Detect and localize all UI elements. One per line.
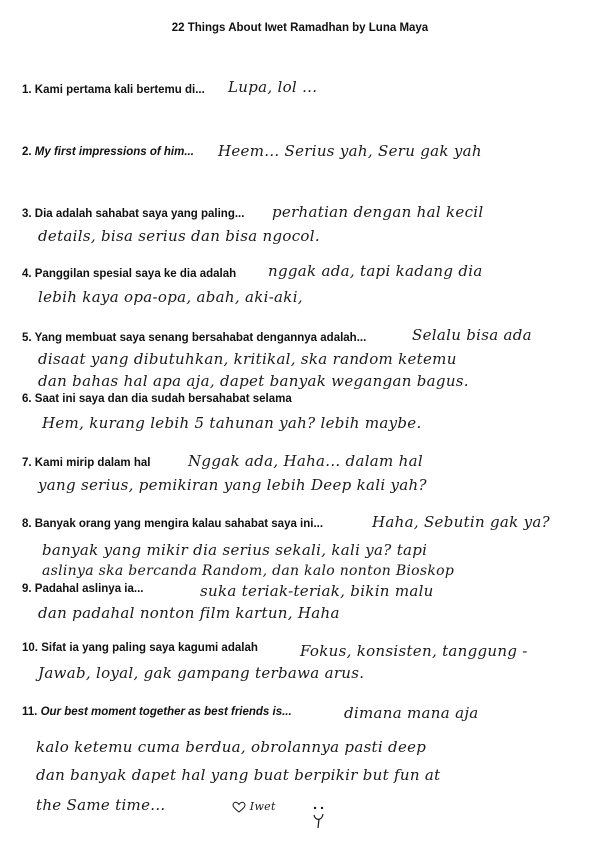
answer-6-line-1: Hem, kurang lebih 5 tahunan yah? lebih maybe. [42, 414, 422, 432]
question-3 [22, 208, 244, 220]
answer-9-line-1: suka teriak-teriak, bikin malu [200, 582, 434, 600]
question-number: 4. [22, 268, 32, 280]
question-number: 8. [22, 518, 32, 530]
question-number: 6. [22, 393, 32, 405]
question-number: 1. [22, 84, 32, 96]
question-number: 3. [22, 208, 32, 220]
answer-5-line-2: disaat yang dibutuhkan, kritikal, ska random ketemu [38, 350, 457, 368]
question-text: Padahal aslinya ia... [34, 583, 144, 595]
answer-11-line-1: dimana mana aja [344, 704, 479, 722]
question-text: Our best moment together as best friends is... [40, 706, 292, 718]
answer-9-line-2: dan padahal nonton film kartun, Haha [38, 604, 340, 622]
answer-8-line-2: banyak yang mikir dia serius sekali, kali ya? tapi [42, 541, 428, 559]
answer-7-line-1: Nggak ada, Haha... dalam hal [188, 452, 423, 470]
signature-name: Iwet [249, 800, 276, 813]
answer-3-line-2: details, bisa serius dan bisa ngocol. [38, 227, 320, 245]
smiley-doodle [310, 804, 328, 830]
question-number: 5. [22, 332, 32, 344]
question-9 [22, 583, 143, 595]
heart-icon [232, 801, 246, 813]
page-title: 22 Things About Iwet Ramadhan by Luna Maya [171, 22, 429, 34]
question-text: Saat ini saya dan dia sudah bersahabat selama [34, 393, 292, 405]
question-number: 10. [22, 642, 38, 654]
question-text: Yang membuat saya senang bersahabat dengannya adalah... [34, 332, 367, 344]
question-4 [22, 268, 236, 280]
question-text: My first impressions of him... [34, 146, 194, 158]
answer-1-line-1: Lupa, lol ... [228, 78, 318, 96]
answer-5-line-1: Selalu bisa ada [412, 326, 532, 344]
question-text: Dia adalah sahabat saya yang paling... [34, 208, 245, 220]
answer-8-line-3: aslinya ska bercanda Random, dan kalo nonton Bioskop [42, 563, 455, 579]
answer-10-line-2: Jawab, loyal, gak gampang terbawa arus. [38, 664, 365, 682]
answer-5-line-3: dan bahas hal apa aja, dapet banyak wegangan bagus. [38, 372, 469, 390]
question-number: 11. [22, 706, 38, 718]
question-number: 9. [22, 583, 32, 595]
answer-3-line-1: perhatian dengan hal kecil [272, 203, 484, 221]
question-1 [22, 84, 205, 96]
question-text: Banyak orang yang mengira kalau sahabat saya ini... [34, 518, 324, 530]
question-number: 7. [22, 457, 32, 469]
answer-11-line-4: the Same time... [36, 796, 166, 814]
question-11 [22, 706, 292, 718]
answer-4-line-1: nggak ada, tapi kadang dia [268, 262, 483, 280]
answer-8-line-1: Haha, Sebutin gak ya? [372, 513, 550, 531]
answer-2-line-1: Heem... Serius yah, Seru gak yah [218, 142, 482, 160]
question-7 [22, 457, 150, 469]
answer-11-line-3: dan banyak dapet hal yang buat berpikir but fun at [36, 766, 441, 784]
signature [232, 800, 276, 813]
question-5 [22, 332, 366, 344]
answer-11-line-2: kalo ketemu cuma berdua, obrolannya pasti deep [36, 738, 427, 756]
question-text: Kami pertama kali bertemu di... [34, 84, 205, 96]
answer-7-line-2: yang serius, pemikiran yang lebih Deep kali yah? [38, 476, 427, 494]
answer-4-line-2: lebih kaya opa-opa, abah, aki-aki, [38, 288, 303, 306]
question-2 [22, 146, 194, 158]
question-text: Kami mirip dalam hal [34, 457, 151, 469]
question-number: 2. [22, 146, 32, 158]
question-10 [22, 642, 258, 654]
question-6 [22, 393, 292, 405]
question-text: Sifat ia yang paling saya kagumi adalah [41, 642, 258, 654]
answer-10-line-1: Fokus, konsisten, tanggung - [300, 642, 528, 660]
question-text: Panggilan spesial saya ke dia adalah [34, 268, 237, 280]
question-8 [22, 518, 323, 530]
